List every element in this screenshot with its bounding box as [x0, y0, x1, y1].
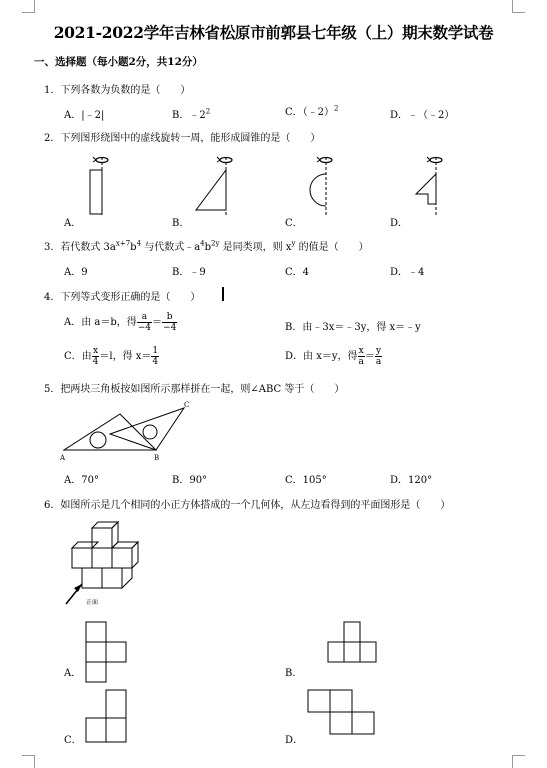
q5-option-b: B．90°: [172, 475, 208, 486]
q6-figure-d: [306, 688, 378, 734]
q4-option-a: A．由 a＝b，得 $\frac{a}{-4}$ ＝ $\frac{b}{-4}$: [64, 312, 177, 333]
q5-option-a: A．70°: [64, 475, 99, 486]
q2-option-d: D．: [390, 218, 409, 229]
q1-option-c: C．（﹣2）$^2$: [285, 104, 339, 118]
q2-figure-b: [192, 154, 236, 216]
q5-option-c: C．105°: [285, 475, 327, 486]
q2-option-c: C．: [285, 218, 303, 229]
corner-mark: [22, 755, 35, 768]
q5-label-b: B: [154, 454, 160, 462]
text-cursor: [222, 287, 224, 301]
q6-figure-a: [84, 620, 114, 682]
q1-stem: 1．下列各数为负数的是（ ）: [44, 85, 191, 96]
q3-option-c: C．4: [285, 267, 310, 278]
q2-figure-d: [410, 154, 450, 216]
q4-option-d: D．由 x＝y，得 $\frac{x}{a}$ ＝ $\frac{y}{a}$: [285, 346, 382, 367]
q2-stem: 2．下列图形绕图中的虚线旋转一周，能形成圆锥的是（ ）: [44, 133, 321, 144]
corner-mark: [512, 0, 525, 13]
section-heading: 一、选择题（每小题2分，共12分）: [34, 56, 203, 68]
q6-figure-b: [326, 620, 376, 662]
q6-option-a: A．: [64, 668, 82, 679]
q3-stem: 3．若代数式 $3a^{x+7}b^4$ 与代数式$﹣a^4b^{2y}$ 是同类项，则 $x^y$ 的值是（ ）: [44, 239, 369, 253]
q3-option-d: D．﹣4: [390, 267, 425, 278]
q1-option-d: D．﹣（﹣2）: [390, 110, 455, 121]
q6-stem: 6．如图所示是几个相同的小正方体搭成的一个几何体，从左边看得到的平面图形是（ ）: [44, 500, 451, 511]
q6-front-label: 正面: [86, 599, 99, 606]
q6-option-d: D．: [285, 735, 304, 746]
q6-cube-figure: [60, 518, 140, 610]
corner-mark: [22, 0, 35, 13]
q4-option-b: B．由﹣3x＝﹣3y，得 x＝﹣y: [285, 322, 421, 333]
q1-option-a: A．|﹣2|: [64, 110, 105, 121]
q4-option-c: C．由 $\frac{x}{4}$ ＝l，得 x＝ $\frac{1}{4}$: [64, 346, 159, 367]
q6-option-c: C．: [64, 735, 82, 746]
q5-option-d: D．120°: [390, 475, 433, 486]
q3-option-a: A．9: [64, 267, 88, 278]
q2-option-a: A．: [64, 218, 82, 229]
q5-label-c: C: [184, 401, 190, 409]
corner-mark: [512, 755, 525, 768]
q6-option-b: B．: [285, 668, 303, 679]
q3-option-b: B．﹣9: [172, 267, 206, 278]
page-title: 2021-2022学年吉林省松原市前郭县七年级（上）期末数学试卷: [53, 23, 494, 42]
q5-stem: 5．把两块三角板按如图所示那样拼在一起，则∠ABC 等于（ ）: [44, 384, 345, 395]
q2-option-b: B．: [172, 218, 190, 229]
q5-label-a: A: [60, 454, 66, 462]
q2-figure-c: [302, 154, 342, 216]
q6-figure-c: [84, 688, 134, 744]
q2-figure-a: [84, 154, 114, 216]
q4-stem: 4．下列等式变形正确的是（ ）: [44, 292, 201, 303]
q5-triangle-figure: [60, 400, 200, 462]
q1-option-b: B．$﹣2^2$: [172, 107, 211, 121]
